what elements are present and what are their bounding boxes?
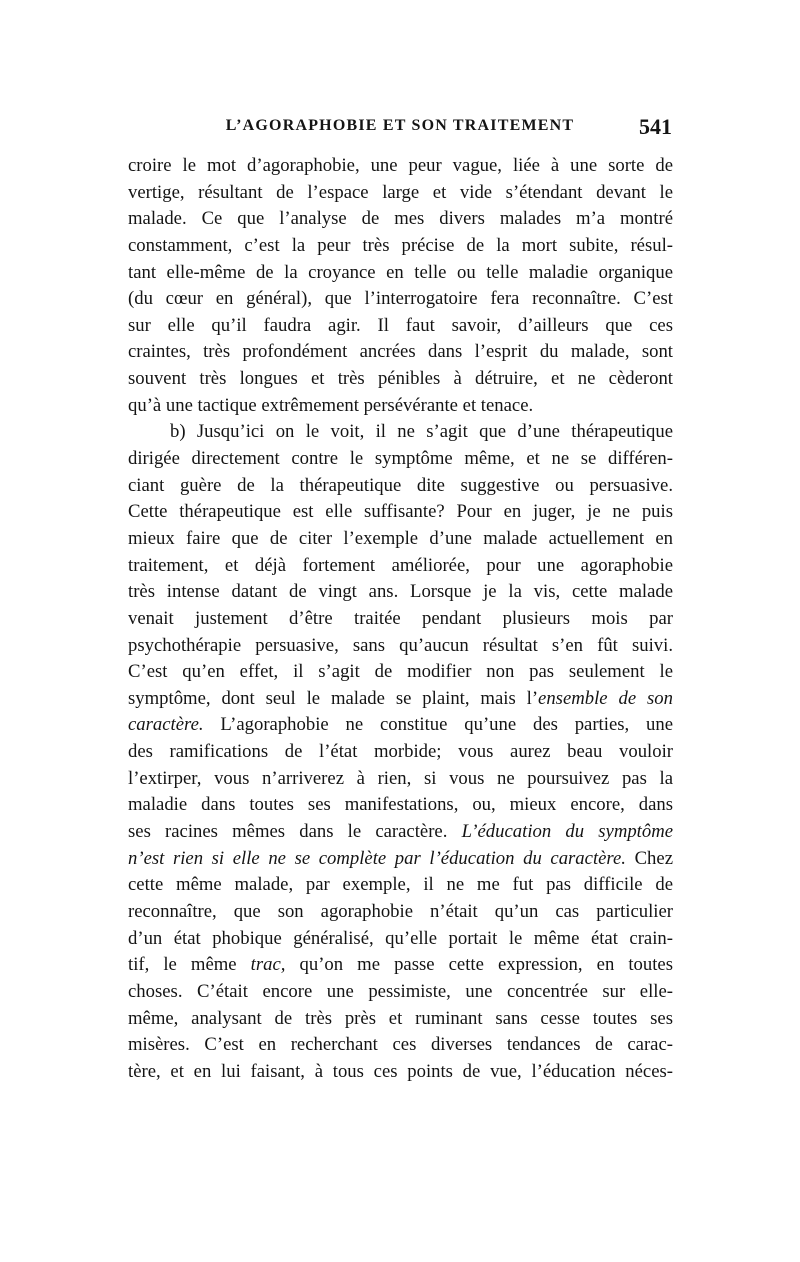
text-line: C’est qu’en effet, il s’agit de modifier non pas seulement le (128, 661, 673, 683)
text-line: dirigée directement contre le symptôme même, et ne se différen- (128, 448, 673, 470)
text-line: des ramifications de l’état morbide; vous aurez beau vouloir (128, 741, 673, 763)
text-fragment: symptôme, dont seul le malade se plaint, mais l’ (128, 687, 539, 709)
italic-fragment: n’est rien si elle ne se complète par l’éducation du caractère. (128, 847, 626, 869)
text-line (128, 846, 673, 873)
text-line: qu’à une tactique extrêmement persévérante et tenace. (128, 394, 534, 416)
text-line (128, 952, 673, 979)
text-line: tant elle-même de la croyance en telle ou telle maladie organique (128, 261, 673, 283)
text-line: cette même malade, par exemple, il ne me fut pas difficile de (128, 874, 673, 896)
text-line: b) Jusqu’ici on le voit, il ne s’agit que d’une thérapeutique (170, 421, 673, 443)
text-fragment: qu’on me passe cette expression, en toutes (285, 954, 673, 976)
text-line (128, 712, 673, 739)
text-fragment: Chez (625, 847, 673, 869)
text-line: psychothérapie persuasive, sans qu’aucun résultat s’en fût suivi. (128, 634, 673, 656)
text-line: ciant guère de la thérapeutique dite suggestive ou persuasive. (128, 474, 673, 496)
text-line: misères. C’est en recherchant ces diverses tendances de carac- (128, 1034, 673, 1056)
text-line: (du cœur en général), que l’interrogatoire fera reconnaître. C’est (128, 288, 673, 310)
text-line (128, 819, 673, 846)
text-line (128, 686, 673, 713)
text-line: venait justement d’être traitée pendant plusieurs mois par (128, 607, 673, 629)
text-line: mieux faire que de citer l’exemple d’une malade actuellement en (128, 527, 673, 549)
text-line: tère, et en lui faisant, à tous ces points de vue, l’éducation néces- (128, 1060, 673, 1082)
italic-fragment: L’éducation du symptôme (461, 821, 673, 843)
text-line: très intense datant de vingt ans. Lorsque je la vis, cette malade (128, 581, 673, 603)
text-line: craintes, très profondément ancrées dans l’esprit du malade, sont (128, 341, 673, 363)
italic-fragment: ensemble de son (538, 687, 673, 709)
text-line: sur elle qu’il faudra agir. Il faut savoir, d’ailleurs que ces (128, 314, 673, 336)
text-fragment: ses racines mêmes dans le caractère. (128, 821, 448, 843)
text-line: d’un état phobique généralisé, qu’elle portait le même état crain- (128, 927, 673, 949)
text-line: même, analysant de très près et ruminant sans cesse toutes ses (128, 1007, 673, 1029)
text-line: maladie dans toutes ses manifestations, ou, mieux encore, dans (128, 794, 673, 816)
running-head (128, 114, 672, 141)
text-line: choses. C’était encore une pessimiste, une concentrée sur elle- (128, 980, 673, 1002)
text-line: traitement, et déjà fortement améliorée, pour une agoraphobie (128, 554, 673, 576)
text-fragment: L’agoraphobie ne constitue qu’une des parties, une (203, 714, 673, 736)
body-text (128, 153, 673, 1085)
text-line: reconnaître, que son agoraphobie n’était qu’un cas particulier (128, 900, 673, 922)
text-line: Cette thérapeutique est elle suffisante? Pour en juger, je ne puis (128, 501, 673, 523)
italic-fragment: caractère. (128, 714, 204, 736)
text-fragment: tif, le même (128, 954, 237, 976)
italic-fragment: trac, (250, 954, 286, 976)
text-line: malade. Ce que l’analyse de mes divers malades m’a montré (128, 208, 673, 230)
text-line: souvent très longues et très pénibles à détruire, et ne cèderont (128, 368, 673, 390)
page-number: 541 (639, 114, 672, 139)
text-line: croire le mot d’agoraphobie, une peur vague, liée à une sorte de (128, 155, 673, 176)
text-line: l’extirper, vous n’arriverez à rien, si vous ne poursuivez pas la (128, 767, 673, 789)
text-line: constamment, c’est la peur très précise de la mort subite, résul- (128, 234, 673, 256)
text-line: vertige, résultant de l’espace large et vide s’étendant devant le (128, 181, 673, 203)
running-title: L’AGORAPHOBIE ET SON TRAITEMENT (225, 117, 575, 134)
